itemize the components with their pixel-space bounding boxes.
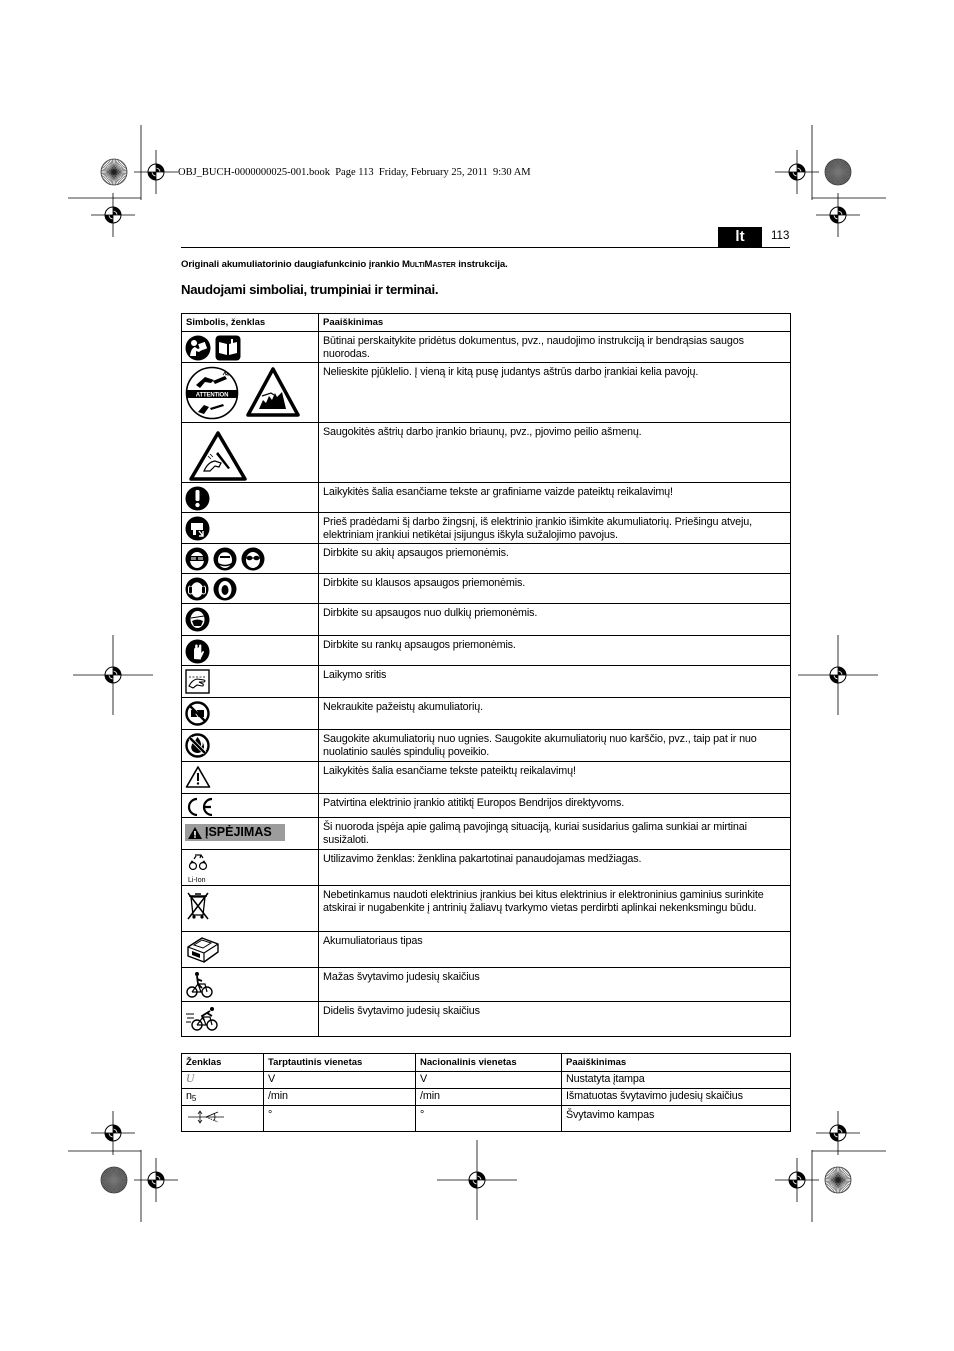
saw-warning-triangle-icon	[245, 366, 301, 418]
sign-cell	[182, 1106, 264, 1132]
registration-target	[437, 1140, 517, 1220]
table-row	[182, 850, 791, 886]
table-row	[182, 544, 791, 574]
table-row	[182, 730, 791, 762]
column-header-explanation: Paaiškinimas	[562, 1054, 791, 1072]
column-header-international-unit: Tarptautinis vienetas	[264, 1054, 416, 1072]
crossed-bin-icon	[185, 889, 211, 921]
national-unit-cell: °	[416, 1106, 562, 1132]
warning-label-triangle-icon	[187, 826, 203, 840]
table-row	[182, 932, 791, 968]
no-fire-battery-icon	[185, 733, 210, 758]
table-row	[182, 794, 791, 818]
explanation-cell: Dirbkite su apsaugos nuo dulkių priemonėmis.	[319, 604, 791, 636]
explanation-cell: Laikymo sritis	[319, 666, 791, 698]
explanation-cell: Nebetinkamus naudoti elektrinius įrankius bei kitus elektrinius ir elektroninius gaminius surinkite atskirai ir nugabenkite į antrinių žaliavų tvarkymo vietas perdirbti aplinkai nekenksmingu būdu.	[319, 886, 791, 932]
international-unit-cell: °	[264, 1106, 416, 1132]
warning-triangle-icon	[185, 765, 211, 789]
symbol-cell	[182, 886, 319, 932]
symbol-cell	[182, 544, 319, 574]
no-damaged-battery-icon	[185, 701, 210, 726]
voltage-symbol: U	[186, 1073, 195, 1085]
warning-label-text: ĮSPĖJIMAS	[205, 825, 272, 839]
symbol-cell	[182, 636, 319, 666]
read-manual-person-icon	[185, 335, 211, 361]
units-table	[181, 1053, 791, 1132]
table-row	[182, 332, 791, 363]
table-row	[182, 483, 791, 513]
symbol-cell	[182, 363, 319, 423]
symbol-cell	[182, 850, 319, 886]
symbol-cell	[182, 968, 319, 1002]
explanation-cell: Švytavimo kampas	[562, 1106, 791, 1132]
explanation-cell: Mažas švytavimo judesių skaičius	[319, 968, 791, 1002]
explanation-cell: Būtinai perskaitykite pridėtus dokumentus, pvz., naudojimo instrukciją ir bendrąsias saugos nuorodas.	[319, 332, 791, 363]
registration-target	[816, 193, 860, 237]
color-rosette	[101, 1167, 127, 1193]
registration-target	[816, 1111, 860, 1155]
explanation-cell: Išmatuotas švytavimo judesių skaičius	[562, 1089, 791, 1106]
section-heading: Naudojami simboliai, trumpiniai ir terminai.	[181, 282, 439, 297]
manual-book-icon	[215, 335, 241, 361]
explanation-cell: Laikykitės šalia esančiame tekste pateiktų reikalavimų!	[319, 762, 791, 794]
table-row	[182, 1089, 791, 1106]
dust-mask-icon	[185, 607, 210, 632]
symbol-cell	[182, 932, 319, 968]
table-row	[182, 574, 791, 604]
explanation-cell: Utilizavimo ženklas: ženklina pakartotinai panaudojamas medžiagas.	[319, 850, 791, 886]
page-number: 113	[771, 230, 790, 242]
battery-pack-icon	[185, 935, 221, 965]
symbol-cell	[182, 423, 319, 483]
international-unit-cell: V	[264, 1072, 416, 1089]
table-row	[182, 513, 791, 544]
symbols-table	[181, 313, 791, 1037]
registration-target	[775, 150, 819, 194]
gloves-icon	[185, 639, 210, 664]
symbol-cell	[182, 1002, 319, 1037]
column-header-symbol: Simbolis, ženklas	[182, 314, 319, 332]
explanation-cell: Prieš pradėdami šį darbo žingsnį, iš elektrinio įrankio išimkite akumuliatorių. Priešingu atveju, elektriniam įrankiui netikėtai įsijungus iškyla sužalojimo pavojus.	[319, 513, 791, 544]
attention-blade-icon	[185, 366, 239, 420]
explanation-cell: Saugokite akumuliatorių nuo ugnies. Saugokite akumuliatorių nuo karščio, pvz., taip pat ir nuo nuolatinio saulės spindulių poveikio.	[319, 730, 791, 762]
color-rosette	[101, 159, 127, 185]
attention-band-text: ATTENTION	[195, 392, 229, 399]
explanation-cell: Patvirtina elektrinio įrankio atitiktį Europos Bendrijos direktyvoms.	[319, 794, 791, 818]
ear-protection-icon	[185, 577, 209, 601]
table-row	[182, 423, 791, 483]
print-header-line: OBJ_BUCH-0000000025-001.book Page 113 Friday, February 25, 2011 9:30 AM	[178, 167, 531, 178]
table-header-row	[182, 1054, 791, 1072]
ear-muffs-icon	[213, 577, 237, 601]
table-header-row	[182, 314, 791, 332]
column-header-explanation: Paaiškinimas	[319, 314, 791, 332]
table-row	[182, 666, 791, 698]
symbol-cell	[182, 483, 319, 513]
slow-bicycle-icon	[185, 971, 215, 999]
document-subtitle	[181, 259, 508, 270]
national-unit-cell: /min	[416, 1089, 562, 1106]
table-row	[182, 1002, 791, 1037]
table-row	[182, 363, 791, 423]
table-row	[182, 698, 791, 730]
registration-target	[775, 1158, 819, 1202]
registration-target	[73, 635, 153, 715]
subtitle-after: instrukcija.	[455, 259, 508, 270]
table-row	[182, 968, 791, 1002]
explanation-cell: Nustatyta įtampa	[562, 1072, 791, 1089]
explanation-cell: Nekraukite pažeistų akumuliatorių.	[319, 698, 791, 730]
column-header-national-unit: Nacionalinis vienetas	[416, 1054, 562, 1072]
warning-label-icon	[185, 824, 285, 841]
explanation-cell: Ši nuoroda įspėja apie galimą pavojingą situaciją, kuriai susidarius galima sunkiai ar mirtinai susižaloti.	[319, 818, 791, 850]
exclamation-circle-icon	[185, 486, 210, 511]
symbol-cell	[182, 666, 319, 698]
sharp-edge-warning-icon	[188, 430, 248, 482]
holding-area-icon	[185, 669, 210, 694]
safety-goggles-icon	[241, 547, 265, 571]
registration-target	[91, 193, 135, 237]
remove-battery-icon	[185, 516, 210, 541]
symbol-cell	[182, 698, 319, 730]
explanation-cell: Dirbkite su rankų apsaugos priemonėmis.	[319, 636, 791, 666]
symbol-cell	[182, 818, 319, 850]
table-row	[182, 1106, 791, 1132]
table-row	[182, 1072, 791, 1089]
li-ion-label: Li-Ion	[188, 877, 206, 884]
table-row	[182, 604, 791, 636]
language-badge: lt	[718, 227, 762, 247]
table-row	[182, 818, 791, 850]
subtitle-brand: MultiMaster	[402, 259, 456, 270]
table-row	[182, 762, 791, 794]
table-row	[182, 886, 791, 932]
sign-cell	[182, 1089, 264, 1106]
subtitle-before: Originali akumuliatorinio daugiafunkcinio įrankio	[181, 259, 403, 270]
explanation-cell: Laikykitės šalia esančiame tekste ar grafiniame vaizde pateiktų reikalavimų!	[319, 483, 791, 513]
explanation-cell: Dirbkite su akių apsaugos priemonėmis.	[319, 544, 791, 574]
symbol-cell	[182, 762, 319, 794]
national-unit-cell: V	[416, 1072, 562, 1089]
symbol-cell	[182, 604, 319, 636]
oscillation-angle-icon	[186, 1110, 226, 1124]
registration-target	[91, 1111, 135, 1155]
column-header-sign: Ženklas	[182, 1054, 264, 1072]
explanation-cell: Saugokitės aštrių darbo įrankio briaunų, pvz., pjovimo peilio ašmenų.	[319, 423, 791, 483]
speed-symbol-subscript: 5	[191, 1094, 197, 1103]
explanation-cell: Didelis švytavimo judesių skaičius	[319, 1002, 791, 1037]
table-row	[182, 636, 791, 666]
explanation-cell: Nelieskite pjūklelio. Į vieną ir kitą pusę judantys aštrūs darbo įrankiai kelia pavojų.	[319, 363, 791, 423]
symbol-cell	[182, 730, 319, 762]
symbol-cell	[182, 513, 319, 544]
symbol-cell	[182, 332, 319, 363]
symbol-cell	[182, 794, 319, 818]
fast-bicycle-icon	[185, 1005, 221, 1033]
ce-mark-icon	[185, 797, 215, 817]
header-rule	[181, 247, 790, 248]
explanation-cell: Akumuliatoriaus tipas	[319, 932, 791, 968]
eye-protection-icon	[185, 547, 209, 571]
symbol-cell	[182, 574, 319, 604]
color-rosette	[825, 1167, 851, 1193]
recycling-icon	[185, 853, 211, 873]
international-unit-cell: /min	[264, 1089, 416, 1106]
registration-target	[798, 635, 878, 715]
face-shield-icon	[213, 547, 237, 571]
sign-cell	[182, 1072, 264, 1089]
explanation-cell: Dirbkite su klausos apsaugos priemonėmis.	[319, 574, 791, 604]
color-rosette	[825, 159, 851, 185]
speed-symbol: n	[186, 1090, 192, 1102]
